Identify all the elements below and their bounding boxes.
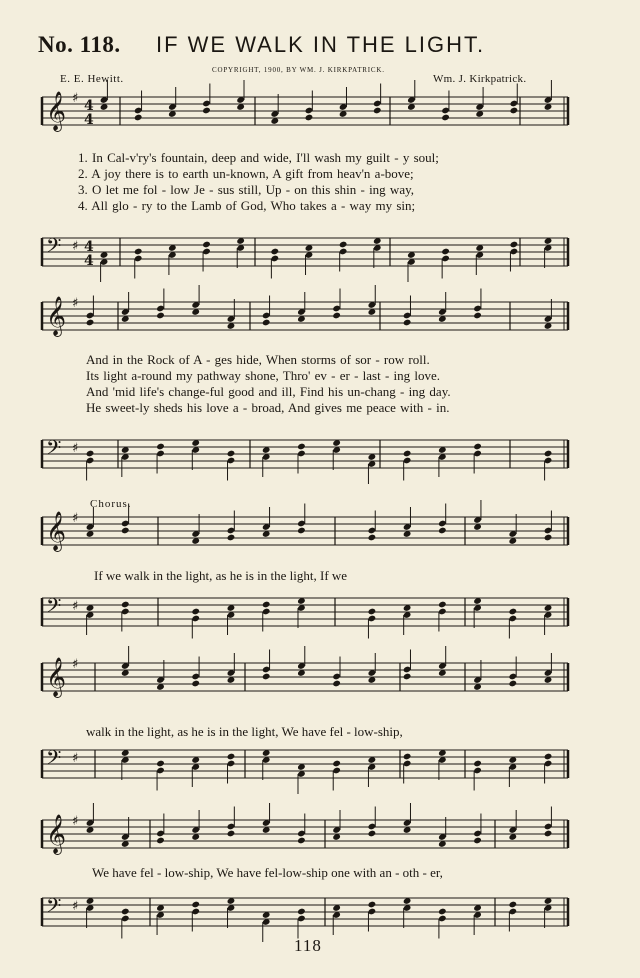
note-head: [508, 901, 517, 909]
note-head: [438, 908, 447, 916]
chorus-lyric-line1: If we walk in the light, as he is in the light, If we: [94, 568, 348, 583]
note-head: [373, 107, 382, 115]
note-head: [262, 319, 271, 327]
note-head: [544, 534, 553, 542]
sharp-icon: ♯: [72, 814, 79, 829]
page-number: 118: [294, 936, 322, 955]
bass-clef-icon: 𝄢: [46, 894, 62, 922]
bass-clef-icon: 𝄢: [46, 436, 62, 464]
verse-4-line2: He sweet-ly sheds his love a - broad, And gives me peace with - in.: [86, 400, 450, 415]
time-signature-bottom: 4: [84, 112, 94, 128]
verse-2-line1: 2. A joy there is to earth un-known, A gift from heav'n a-bove;: [78, 166, 414, 181]
note-head: [403, 450, 412, 458]
bass-clef-icon: 𝄢: [46, 234, 62, 262]
hymn-title: IF WE WALK IN THE LIGHT.: [156, 32, 486, 57]
note-head: [227, 830, 236, 838]
verse-2-line2: Its light a-round my pathway shone, Thro' ev - er - last - ing love.: [86, 368, 441, 383]
note-head: [368, 901, 377, 909]
sharp-icon: ♯: [72, 751, 79, 766]
note-head: [156, 443, 165, 451]
note-head: [297, 527, 306, 535]
note-head: [227, 450, 236, 458]
bass-clef-icon: 𝄢: [46, 746, 62, 774]
note-head: [191, 901, 200, 909]
note-head: [368, 534, 377, 542]
note-head: [544, 450, 553, 458]
sharp-icon: ♯: [72, 441, 79, 456]
note-head: [262, 673, 271, 681]
treble-clef-icon: 𝄞: [46, 511, 67, 551]
note-head: [262, 601, 271, 609]
note-head: [403, 673, 412, 681]
time-signature-top: 4: [84, 98, 94, 114]
note-head: [86, 319, 95, 327]
note-head: [191, 608, 200, 616]
note-head: [403, 319, 412, 327]
note-head: [202, 107, 211, 115]
verse-4-line1: 4. All glo - ry to the Lamb of God, Who takes a - way my sin;: [78, 198, 416, 213]
note-head: [227, 534, 236, 542]
note-head: [156, 312, 165, 320]
note-head: [332, 312, 341, 320]
bass-clef-icon: 𝄢: [46, 594, 62, 622]
note-head: [305, 114, 314, 122]
verse-lyrics-line1: [78, 150, 439, 214]
note-head: [121, 601, 130, 609]
verse-3-line2: And 'mid life's change-ful good and ill, Find his un-chang - ing day.: [86, 384, 451, 399]
note-head: [134, 248, 143, 256]
treble-clef-icon: 𝄞: [46, 91, 67, 131]
verse-1-line2: And in the Rock of A - ges hide, When storms of sor - row roll.: [86, 352, 430, 367]
note-head: [473, 760, 482, 768]
note-head: [544, 830, 553, 838]
note-head: [368, 830, 377, 838]
note-head: [297, 908, 306, 916]
note-head: [270, 248, 279, 256]
note-head: [134, 114, 143, 122]
hymn-number: No. 118.: [38, 32, 121, 57]
time-signature-bottom: 4: [84, 253, 94, 269]
note-head: [544, 753, 553, 761]
time-signature-top: 4: [84, 239, 94, 255]
note-head: [332, 760, 341, 768]
verse-3-line1: 3. O let me fol - low Je - sus still, Up - on this shin - ing way,: [78, 182, 414, 197]
chorus-lyric-line2: walk in the light, as he is in the light, We have fel - low-ship,: [86, 724, 403, 739]
note-head: [332, 680, 341, 688]
note-head: [191, 680, 200, 688]
composer-credit: Wm. J. Kirkpatrick.: [433, 73, 527, 85]
sharp-icon: ♯: [72, 296, 79, 311]
sharp-icon: ♯: [72, 657, 79, 672]
note-head: [297, 443, 306, 451]
note-head: [121, 908, 130, 916]
note-head: [438, 601, 447, 609]
note-head: [121, 527, 130, 535]
copyright-notice: COPYRIGHT, 1900, BY WM. J. KIRKPATRICK.: [212, 66, 385, 74]
sharp-icon: ♯: [72, 239, 79, 254]
sharp-icon: ♯: [72, 599, 79, 614]
note-head: [156, 837, 165, 845]
sharp-icon: ♯: [72, 899, 79, 914]
verse-lyrics-line2: [86, 352, 451, 416]
treble-clef-icon: 𝄞: [46, 657, 67, 697]
note-head: [368, 608, 377, 616]
chorus-label: Chorus.: [90, 498, 132, 510]
note-head: [339, 241, 348, 249]
note-head: [508, 608, 517, 616]
note-head: [438, 527, 447, 535]
chorus-lyric-line3: We have fel - low-ship, We have fel-low-ship one with an - oth - er,: [92, 865, 443, 880]
note-head: [508, 680, 517, 688]
note-head: [441, 114, 450, 122]
note-head: [510, 241, 519, 249]
note-head: [403, 753, 412, 761]
note-head: [441, 248, 450, 256]
note-head: [510, 107, 519, 115]
treble-clef-icon: 𝄞: [46, 296, 67, 336]
note-head: [473, 312, 482, 320]
note-head: [473, 443, 482, 451]
sharp-icon: ♯: [72, 511, 79, 526]
note-head: [473, 837, 482, 845]
note-head: [227, 753, 236, 761]
treble-clef-icon: 𝄞: [46, 814, 67, 854]
verse-1-line1: 1. In Cal-v'ry's fountain, deep and wide, I'll wash my guilt - y soul;: [78, 150, 439, 165]
note-head: [156, 760, 165, 768]
note-head: [202, 241, 211, 249]
note-head: [297, 837, 306, 845]
note-head: [86, 450, 95, 458]
author-credit: E. E. Hewitt.: [60, 73, 124, 85]
sharp-icon: ♯: [72, 91, 79, 106]
